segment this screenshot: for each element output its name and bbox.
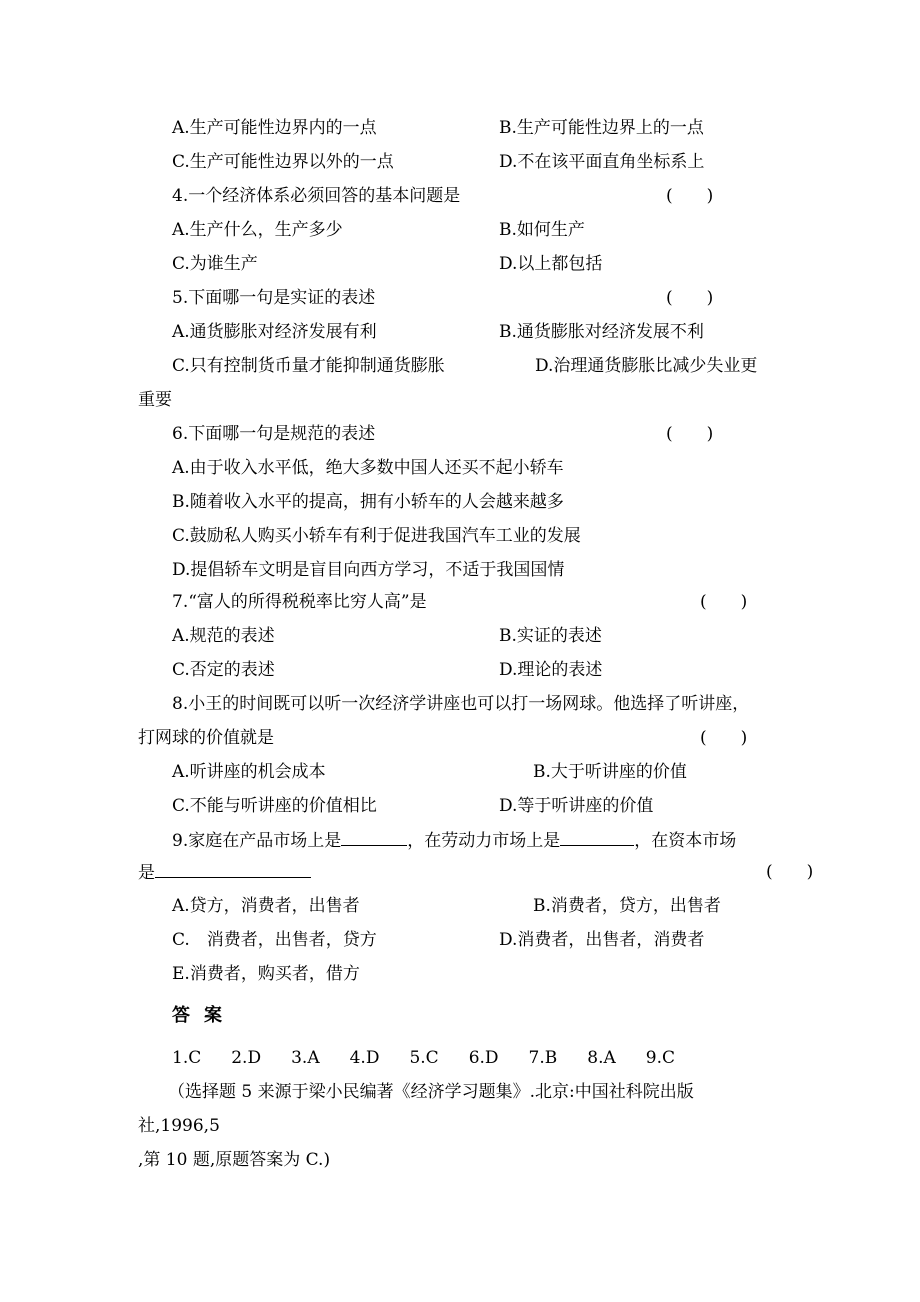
answers-list xyxy=(172,1047,705,1069)
q5-option-b: B.通货膨胀对经济发展不利 xyxy=(499,322,704,342)
q9-stem-part1: 9.家庭在产品市场上是 xyxy=(172,831,342,851)
q9-option-b: B.消费者，贷方，出售者 xyxy=(533,896,721,916)
q6-stem: 6.下面哪一句是规范的表述 xyxy=(172,424,376,444)
q8-stem-continued: 打网球的价值就是 xyxy=(138,728,274,748)
answer-item: 5.C xyxy=(409,1048,439,1068)
q3-option-c: C.生产可能性边界以外的一点 xyxy=(172,152,394,172)
answer-item: 6.D xyxy=(468,1048,499,1068)
q9-option-a: A.贷方，消费者，出售者 xyxy=(172,896,360,916)
q4-option-a: A.生产什么，生产多少 xyxy=(172,220,343,240)
q3-option-d: D.不在该平面直角坐标系上 xyxy=(499,152,705,172)
q5-answer-paren: ( ) xyxy=(666,288,714,308)
answer-item: 1.C xyxy=(172,1048,202,1068)
q5-stem: 5.下面哪一句是实证的表述 xyxy=(172,288,376,308)
q9-stem-line2: 是 xyxy=(138,863,155,883)
q5-option-d-continued: 重要 xyxy=(138,390,172,410)
q5-option-c: C.只有控制货币量才能抑制通货膨胀 xyxy=(172,356,445,376)
q9-stem-continued xyxy=(138,861,311,884)
q8-answer-paren: ( ) xyxy=(700,728,748,748)
q8-option-a: A.听讲座的机会成本 xyxy=(172,762,326,782)
q4-option-c: C.为谁生产 xyxy=(172,254,258,274)
answers-source-note-end: ,第 10 题,原题答案为 C.) xyxy=(138,1150,331,1170)
q3-option-b: B.生产可能性边界上的一点 xyxy=(499,118,704,138)
answers-source-note: （选择题 5 来源于梁小民编著《经济学习题集》.北京:中国社科院出版 xyxy=(168,1082,694,1102)
answer-item: 3.A xyxy=(291,1048,320,1068)
q8-option-c: C.不能与听讲座的价值相比 xyxy=(172,796,377,816)
q4-stem: 4.一个经济体系必须回答的基本问题是 xyxy=(172,186,461,206)
q9-option-e: E.消费者，购买者，借方 xyxy=(172,964,360,984)
q9-stem-part3: ，在资本市场 xyxy=(634,831,737,851)
q7-option-b: B.实证的表述 xyxy=(499,626,602,646)
q9-stem xyxy=(172,829,736,852)
q9-stem-part2: ，在劳动力市场上是 xyxy=(407,831,561,851)
q6-option-d: D.提倡轿车文明是盲目向西方学习，不适于我国国情 xyxy=(172,560,565,580)
q9-blank-1 xyxy=(341,829,407,846)
q7-option-a: A.规范的表述 xyxy=(172,626,275,646)
q5-option-d: D.治理通货膨胀比减少失业更 xyxy=(535,356,758,376)
q7-answer-paren: ( ) xyxy=(700,592,748,612)
q9-blank-2 xyxy=(560,829,634,846)
q9-blank-3 xyxy=(155,861,311,878)
q4-option-d: D.以上都包括 xyxy=(499,254,603,274)
q4-answer-paren: ( ) xyxy=(666,186,714,206)
q5-option-a: A.通货膨胀对经济发展有利 xyxy=(172,322,377,342)
answers-source-note-continued: 社,1996,5 xyxy=(138,1116,220,1136)
q7-stem: 7.“富人的所得税税率比穷人高”是 xyxy=(172,592,427,612)
q6-answer-paren: ( ) xyxy=(666,424,714,444)
q6-option-a: A.由于收入水平低，绝大多数中国人还买不起小轿车 xyxy=(172,458,564,478)
q8-option-d: D.等于听讲座的价值 xyxy=(499,796,654,816)
q6-option-b: B.随着收入水平的提高，拥有小轿车的人会越来越多 xyxy=(172,492,564,512)
q8-option-b: B.大于听讲座的价值 xyxy=(533,762,687,782)
answer-item: 9.C xyxy=(645,1048,675,1068)
q9-answer-paren: ( ) xyxy=(766,862,814,882)
q6-option-c: C.鼓励私人购买小轿车有利于促进我国汽车工业的发展 xyxy=(172,526,581,546)
q9-option-c: C. 消费者，出售者，贷方 xyxy=(172,930,377,950)
q7-option-c: C.否定的表述 xyxy=(172,660,275,680)
answer-item: 4.D xyxy=(349,1048,380,1068)
q7-option-d: D.理论的表述 xyxy=(499,660,603,680)
answer-item: 7.B xyxy=(528,1048,558,1068)
q4-option-b: B.如何生产 xyxy=(499,220,585,240)
q3-option-a: A.生产可能性边界内的一点 xyxy=(172,118,377,138)
answer-item: 2.D xyxy=(231,1048,262,1068)
answers-heading: 答案 xyxy=(172,1005,236,1026)
q8-stem: 8.小王的时间既可以听一次经济学讲座也可以打一场网球。他选择了听讲座， xyxy=(172,694,750,714)
q9-option-d: D.消费者，出售者，消费者 xyxy=(499,930,705,950)
answer-item: 8.A xyxy=(587,1048,616,1068)
